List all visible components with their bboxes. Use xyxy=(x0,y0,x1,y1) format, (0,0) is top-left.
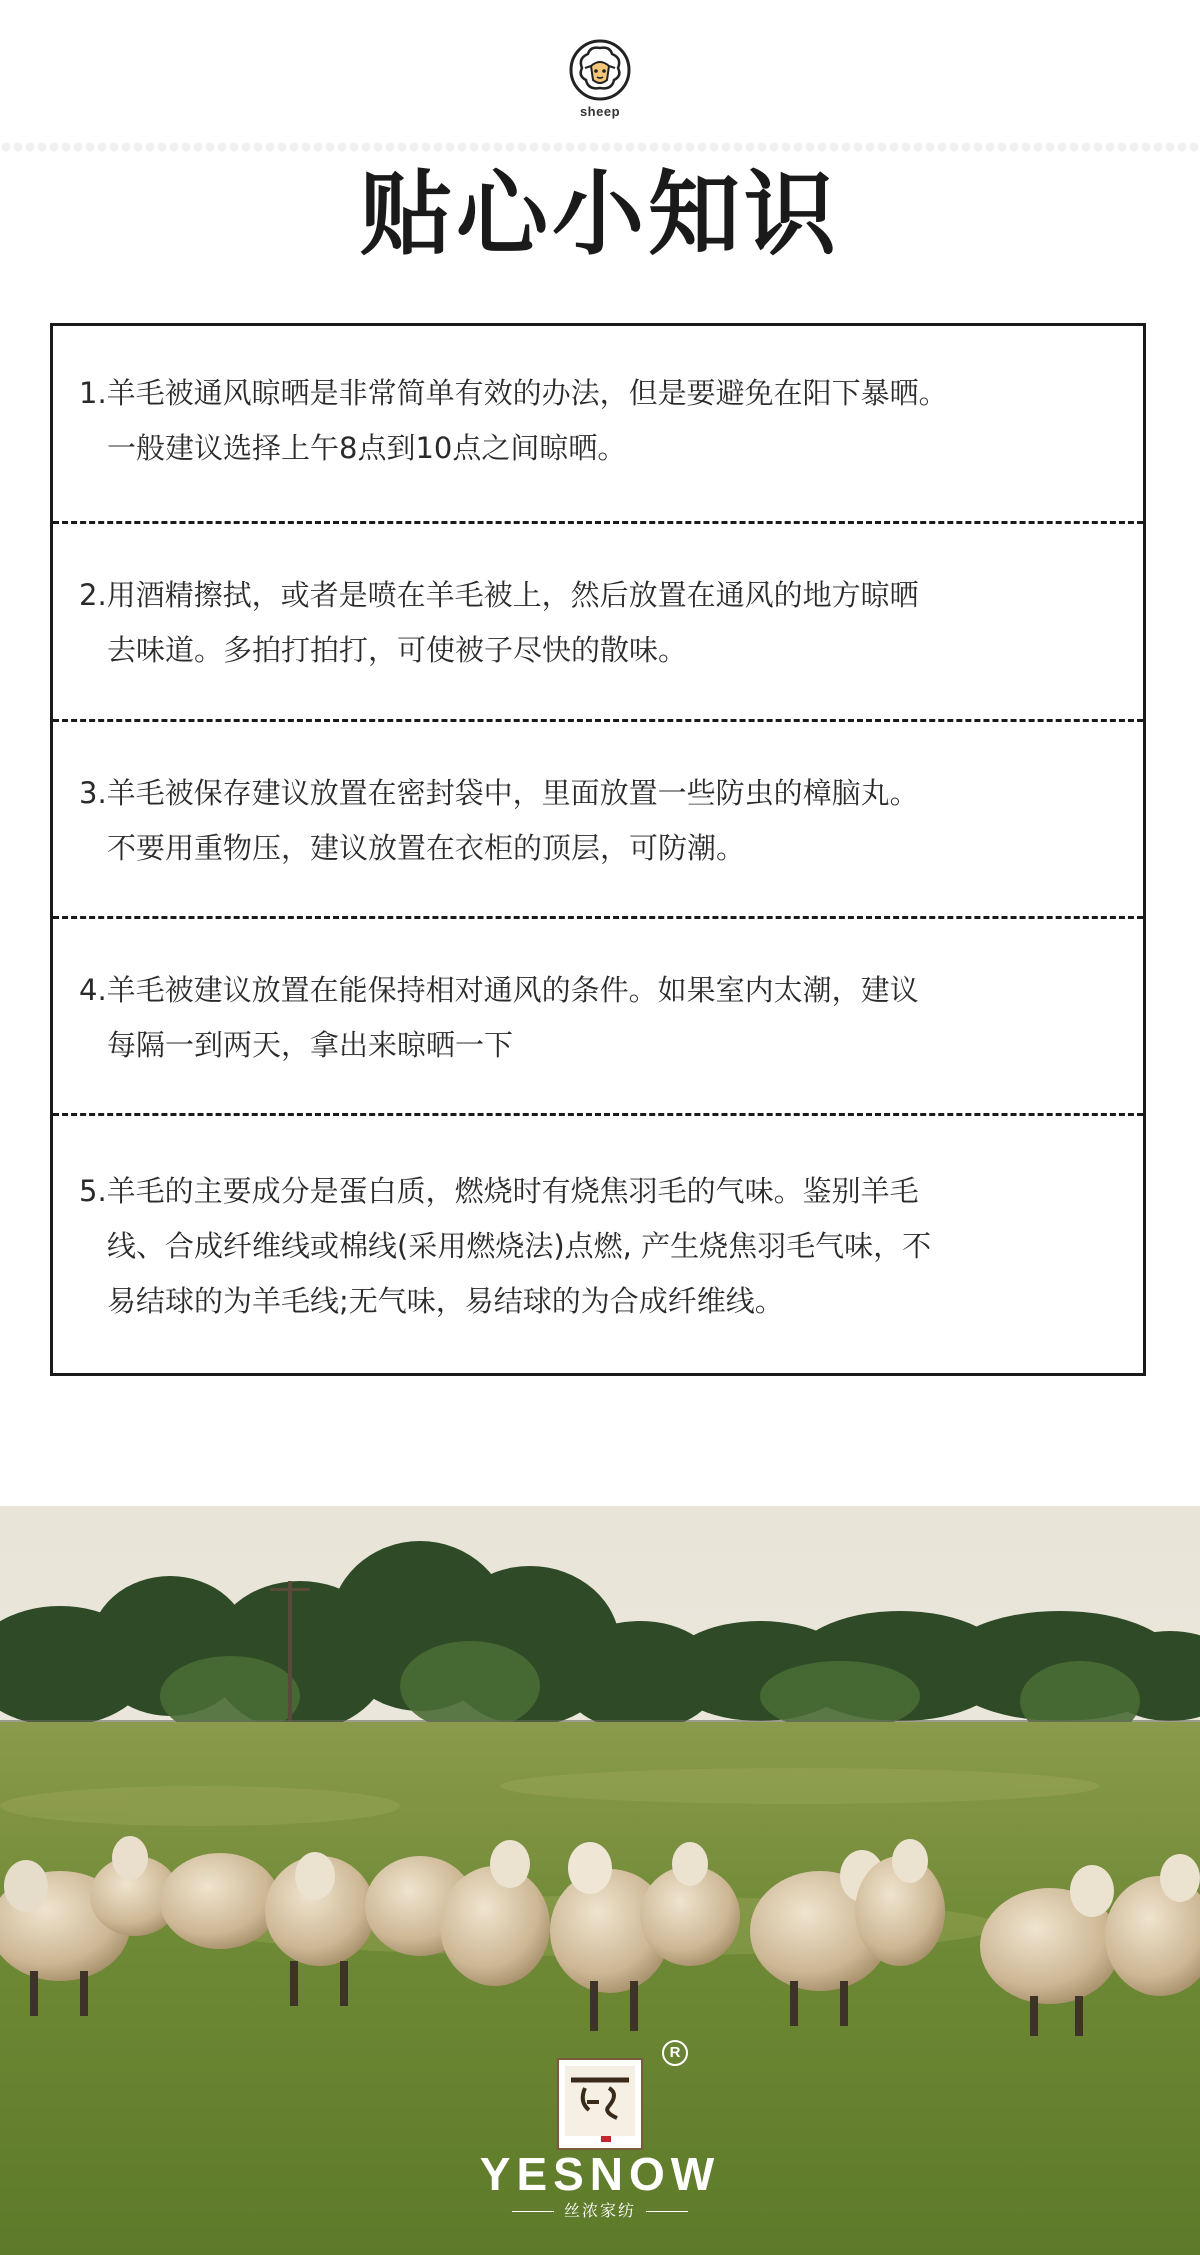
tip-item xyxy=(53,366,1143,476)
dashed-divider xyxy=(53,719,1143,722)
tip-item xyxy=(53,766,1143,876)
tip-text: 一般建议选择上午8点到10点之间晾晒。 xyxy=(107,431,627,465)
sheep-icon xyxy=(568,38,632,102)
decorative-divider xyxy=(0,138,1200,156)
tip-text: 1.羊毛被通风晾晒是非常简单有效的办法，但是要避免在阳下暴晒。 xyxy=(79,376,948,410)
brand-subtitle-text: 丝浓家纺 xyxy=(563,2201,636,2220)
decorative-line xyxy=(512,2211,554,2212)
brand-logo xyxy=(557,2058,643,2150)
page-header xyxy=(0,0,1200,150)
tips-box xyxy=(50,323,1146,1376)
tip-item xyxy=(53,1164,1143,1329)
tip-text: 2.用酒精擦拭，或者是喷在羊毛被上，然后放置在通风的地方晾晒 xyxy=(79,578,919,612)
tip-text: 不要用重物压，建议放置在衣柜的顶层，可防潮。 xyxy=(107,831,746,865)
tip-item xyxy=(53,568,1143,678)
sheep-logo xyxy=(565,38,635,119)
tip-item xyxy=(53,963,1143,1073)
tip-text: 5.羊毛的主要成分是蛋白质，燃烧时有烧焦羽毛的气味。鉴别羊毛 xyxy=(79,1174,919,1208)
dashed-divider xyxy=(53,1113,1143,1116)
brand-name: YESNOW xyxy=(479,2148,721,2200)
logo-text: sheep xyxy=(579,104,621,119)
page-title: 贴心小知识 xyxy=(359,161,840,268)
tip-text: 易结球的为羊毛线;无气味，易结球的为合成纤维线。 xyxy=(107,1284,784,1318)
tip-text: 4.羊毛被建议放置在能保持相对通风的条件。如果室内太潮，建议 xyxy=(79,973,919,1007)
registered-mark: R xyxy=(662,2040,688,2066)
tip-text: 去味道。多拍打拍打，可使被子尽快的散味。 xyxy=(107,633,688,667)
brand-subtitle xyxy=(0,2201,1200,2221)
tip-text: 线、合成纤维线或棉线(采用燃烧法)点燃, 产生烧焦羽毛气味，不 xyxy=(107,1229,932,1263)
decorative-line xyxy=(646,2211,688,2212)
dashed-divider xyxy=(53,916,1143,919)
dashed-divider xyxy=(53,521,1143,524)
tip-text: 每隔一到两天，拿出来晾晒一下 xyxy=(107,1028,514,1062)
brand-logo-icon xyxy=(557,2058,643,2150)
tip-text: 3.羊毛被保存建议放置在密封袋中，里面放置一些防虫的樟脑丸。 xyxy=(79,776,919,810)
